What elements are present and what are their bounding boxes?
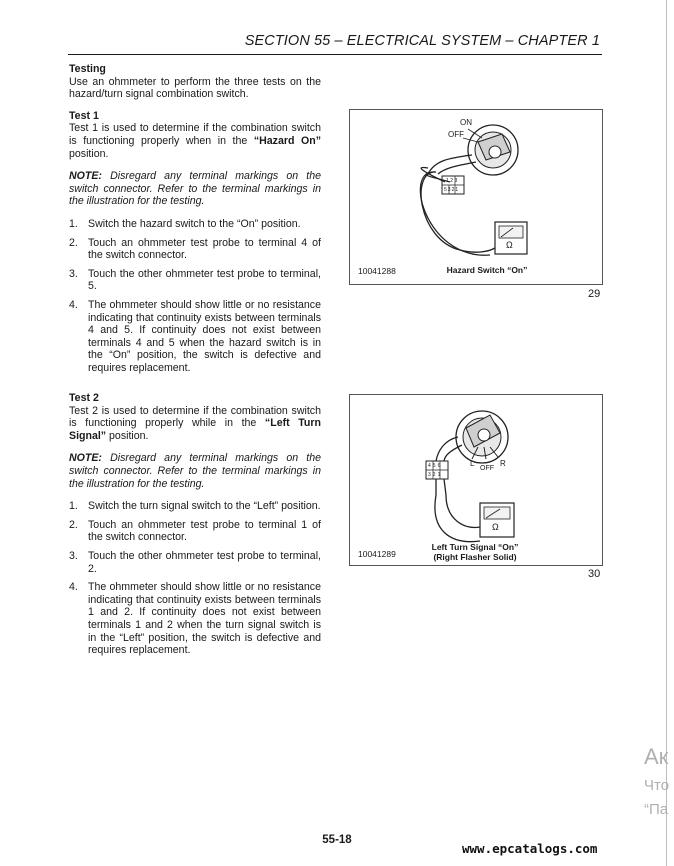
terminal-label: 2 [451,187,456,193]
terminal-label: 2 [450,178,455,184]
figure-caption-line2: (Right Flasher Solid) [433,552,517,562]
figure-id: 10041289 [358,549,396,559]
step-text: Touch an ohmmeter test probe to terminal 4 of the switch connector. [88,236,321,262]
list-item [69,550,321,575]
step-number: 4. [69,298,78,311]
test1-intro-end: position. [69,147,109,160]
step-text: The ohmmeter should show little or no resistance indicating that continuity exists between terminals 1 and 2. If continuity does not exist between terminals 1 and 2 when the turn signal switch is in the “Left” position, the switch is defective and requires replacement. [88,581,321,657]
overlay-text-3: “Па [644,801,669,818]
ohm-symbol: Ω [506,240,513,250]
test1-heading: Test 1 [69,109,99,122]
list-item [69,519,321,544]
step-text: Touch an ohmmeter test probe to terminal 1 of the switch connector. [88,518,321,544]
test2-note-label: NOTE: [69,452,102,465]
terminal-label: 5 [432,463,438,469]
step-number: 2. [69,236,78,249]
test1-intro [69,122,321,160]
test2-intro-text: Test 2 is used to determine if the combination switch is functioning properly while in the [69,404,321,430]
hazard-switch-diagram [350,110,602,284]
step-number: 1. [69,217,78,230]
terminal-label: 2 [432,472,438,478]
page-edge [666,0,667,866]
test2-steps [69,500,321,657]
list-item [69,581,321,657]
label-on: ON [460,118,472,127]
step-text: Touch the other ohmmeter test probe to terminal, 5. [88,267,321,293]
step-text: Switch the turn signal switch to the “Left” position. [88,500,321,513]
figure-hazard-switch [349,109,603,285]
figure-number: 29 [588,288,601,300]
turn-signal-diagram [350,395,602,565]
step-number: 3. [69,267,78,280]
terminal-label: 3 [428,472,433,478]
figure-id: 10041288 [358,266,396,276]
test1-steps [69,218,321,375]
terminal-label: 3 [447,187,452,193]
terminal-label: 5 [444,187,448,193]
list-item [69,500,321,513]
figure-caption: Hazard Switch “On” [446,265,528,275]
section-title: SECTION 55 – ELECTRICAL SYSTEM – CHAPTER 1 [244,33,600,49]
step-number: 1. [69,500,78,513]
test2-intro-emphasis: “Left Turn Signal” [69,417,321,442]
terminal-label: 6 [437,463,443,469]
step-text: The ohmmeter should show little or no resistance indicating that continuity exists between terminals 4 and 5. If continuity does not exist between terminals 4 and 5 when the hazard switch is in the “On” position, the switch is defective and requires replacement. [88,298,321,374]
figure-number: 30 [588,568,601,580]
connector-terminals-top [446,178,459,184]
test1-note [69,170,321,208]
header-rule [68,54,602,55]
list-item [69,299,321,375]
terminal-label: 4 [428,463,433,469]
testing-intro: Use an ohmmeter to perform the three tests on the hazard/turn signal combination switch. [69,75,321,101]
site-watermark: www.epcatalogs.com [462,841,598,856]
list-item [69,218,321,231]
test1-intro-text: Test 1 is used to determine if the combination switch is functioning properly when in the [69,122,321,147]
list-item [69,237,321,262]
figure-left-turn-signal [349,394,603,566]
test2-heading: Test 2 [69,392,99,404]
test1-column [69,63,321,374]
test1-note-text: Disregard any terminal markings on the switch connector. Refer to the terminal markings in the illustration for the testing. [69,170,321,208]
label-right: R [500,459,506,468]
step-number: 2. [69,518,78,531]
step-number: 4. [69,581,78,594]
test1-intro-emphasis: “Hazard On” [253,134,321,147]
step-text: Touch the other ohmmeter test probe to terminal, 2. [88,549,321,575]
test2-note-text: Disregard any terminal markings on the switch connector. Refer to the terminal markings in the illustration for the testing. [69,452,321,490]
label-off: OFF [448,130,464,139]
test2-column [69,392,321,657]
connector-terminals-top [428,463,442,469]
figure-caption [420,542,530,562]
list-item [69,268,321,293]
test2-note [69,452,321,490]
terminal-label: 3 [454,178,459,184]
step-text: Switch the hazard switch to the “On” position. [88,217,301,230]
connector-terminals-bottom [428,472,442,478]
test1-note-label: NOTE: [69,170,102,183]
terminal-label: 1 [446,178,451,184]
step-number: 3. [69,549,78,562]
page-number: 55-18 [322,834,352,846]
test2-intro [69,405,321,443]
ohm-symbol: Ω [492,522,499,532]
label-left: L [470,459,475,468]
overlay-text-1: Ак [644,744,669,769]
terminal-label: 1 [455,187,460,193]
label-off: OFF [480,465,494,472]
test2-intro-end: position. [106,429,149,442]
connector-terminals-bottom [444,187,459,193]
overlay-text-2: Что [644,777,670,794]
figure-caption-line1: Left Turn Signal “On” [431,542,519,552]
testing-heading: Testing [69,63,106,75]
terminal-label: 1 [437,472,443,478]
